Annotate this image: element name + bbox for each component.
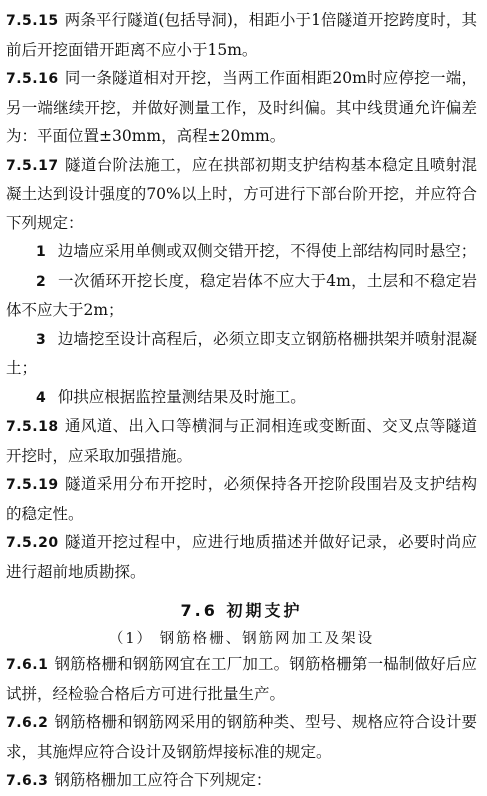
clause-number: 7.5.17 [6,157,59,174]
clause-number: 7.5.15 [6,13,59,29]
list-item-1 [6,237,477,267]
list-item-4 [6,383,477,413]
clause-7-5-16 [6,64,477,151]
item-number: 1 [36,244,46,260]
list-item-3 [6,325,477,383]
item-number: 4 [36,389,46,406]
clause-7-5-17 [6,151,477,238]
clause-text: 钢筋格栅和钢筋网宜在工厂加工。钢筋格栅第一榀制做好后应试拼，经检验合格后方可进行批量生产。 [6,655,477,703]
list-item-2 [6,267,477,325]
clause-text: 隧道开挖过程中，应进行地质描述并做好记录，必要时尚应进行超前地质勘探。 [6,533,477,581]
clause-number: 7.6.3 [6,773,49,789]
clause-text: 隧道采用分布开挖时，必须保持各开挖阶段围岩及支护结构的稳定性。 [6,475,477,523]
clause-7-5-20 [6,528,477,586]
clause-number: 7.5.19 [6,477,59,493]
clause-number: 7.5.18 [6,419,59,435]
clause-7-5-15 [6,6,477,64]
item-text: 仰拱应根据监控量测结果及时施工。 [57,387,306,406]
clause-number: 7.6.1 [6,657,49,673]
item-text: 边墙应采用单侧或双侧交错开挖，不得使上部结构同时悬空； [57,242,477,260]
clause-7-6-3 [6,766,477,796]
clause-7-5-19 [6,470,477,528]
clause-text: 通风道、出入口等横洞与正洞相连或变断面、交叉点等隧道开挖时，应采取加强措施。 [6,417,477,465]
item-text: 边墙挖至设计高程后，必须立即支立钢筋格栅拱架并喷射混凝土； [6,329,477,377]
clause-number: 7.6.2 [6,715,49,731]
clause-text: 两条平行隧道(包括导洞)，相距小于1倍隧道开挖跨度时，其前后开挖面错开距离不应小于15m。 [6,11,477,59]
item-number: 2 [36,273,46,290]
clause-7-6-1 [6,650,477,708]
subsection-title: （1） 钢筋格栅、钢筋网加工及架设 [108,631,375,647]
item-text: 一次循环开挖长度，稳定岩体不应大于4m，土层和不稳定岩体不应大于2m； [6,271,477,319]
clause-text: 钢筋格栅和钢筋网采用的钢筋种类、型号、规格应符合设计要求，其施焊应符合设计及钢筋焊接标准的规定。 [6,713,477,761]
clause-7-6-2 [6,708,477,766]
clause-number: 7.5.20 [6,535,59,551]
item-number: 3 [36,331,46,348]
clause-7-5-18 [6,412,477,470]
clause-number: 7.5.16 [6,71,59,87]
section-title: 7.6 初期支护 [180,601,303,620]
clause-text: 隧道台阶法施工，应在拱部初期支护结构基本稳定且喷射混凝土达到设计强度的70%以上时，方可进行下部台阶开挖，并应符合下列规定： [6,155,477,232]
clause-text: 钢筋格栅加工应符合下列规定： [54,771,272,789]
clause-text: 同一条隧道相对开挖，当两工作面相距20m时应停挖一端，另一端继续开挖，并做好测量工作，及时纠偏。其中线贯通允许偏差为：平面位置±30mm，高程±20mm。 [6,69,477,145]
